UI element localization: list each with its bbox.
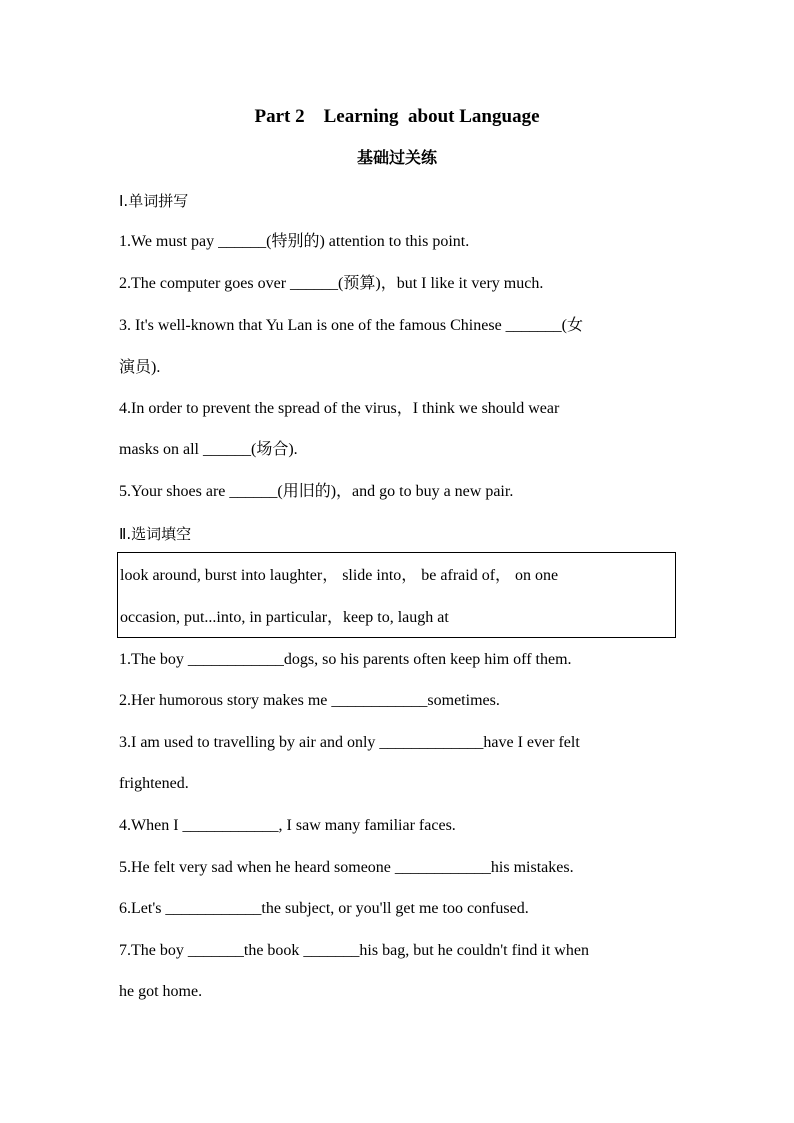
section-2-question-4: 4.When I ____________, I saw many familiar faces. <box>119 817 456 834</box>
page-subtitle: 基础过关练 <box>356 148 437 167</box>
section-1-question-2: 2.The computer goes over ______(预算)，but I like it very much. <box>119 275 544 292</box>
section-2-question-7-line-2: he got home. <box>119 983 203 1000</box>
section-2-question-7-line-1: 7.The boy _______the book _______his bag, but he couldn't find it when <box>119 942 589 959</box>
section-1-heading: Ⅰ.单词拼写 <box>119 192 189 210</box>
page-title: Part 2 Learning about Language <box>254 106 540 127</box>
section-1-question-1: 1.We must pay ______(特别的) attention to this point. <box>119 233 470 250</box>
section-1-question-4-line-2: masks on all ______(场合). <box>119 441 298 458</box>
section-2-question-3-line-2: frightened. <box>119 775 189 792</box>
section-1-question-5: 5.Your shoes are ______(用旧的)，and go to buy a new pair. <box>119 483 514 500</box>
word-bank-line-2: occasion, put...into, in particular，keep to, laugh at <box>120 609 449 626</box>
section-2-heading: Ⅱ.选词填空 <box>119 525 192 543</box>
section-1-question-3-line-1: 3. It's well-known that Yu Lan is one of the famous Chinese _______(女 <box>119 317 583 334</box>
section-2-question-6: 6.Let's ____________the subject, or you'll get me too confused. <box>119 900 529 917</box>
section-2-question-5: 5.He felt very sad when he heard someone ____________his mistakes. <box>119 859 574 876</box>
section-1-question-3-line-2: 演员). <box>119 359 161 376</box>
section-1-question-4-line-1: 4.In order to prevent the spread of the virus，I think we should wear <box>119 400 560 417</box>
word-bank-box <box>117 552 676 638</box>
word-bank-line-1: look around, burst into laughter， slide into， be afraid of， on one <box>120 567 559 584</box>
section-2-question-2: 2.Her humorous story makes me ____________sometimes. <box>119 692 500 709</box>
section-2-question-1: 1.The boy ____________dogs, so his parents often keep him off them. <box>119 651 572 668</box>
section-2-question-3-line-1: 3.I am used to travelling by air and only _____________have I ever felt <box>119 734 580 751</box>
